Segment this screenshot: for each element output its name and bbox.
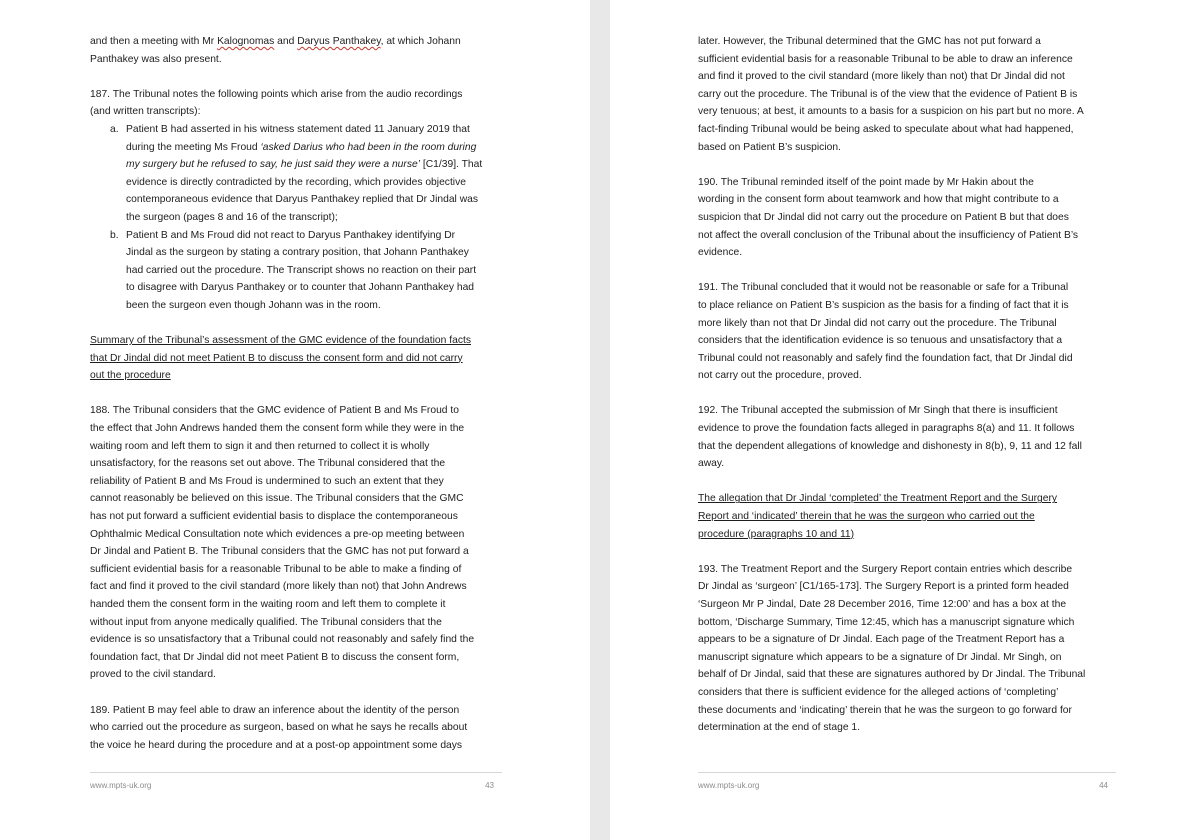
text-line: to place reliance on Patient B’s suspicion as the basis for a finding of fact that it is [698,299,1069,311]
page-number: 44 [1099,781,1108,790]
text-line: 191. The Tribunal concluded that it would not be reasonable or safe for a Tribunal [698,282,1069,294]
spellcheck-flagged-word[interactable]: Kalognomas [217,36,275,47]
section-heading-summary [90,332,502,385]
section-heading-allegation [698,490,1110,543]
text-line: and find it proved to the civil standard (more likely than not) that Dr Jindal did not [698,71,1065,83]
text-line: these documents and ‘indicating’ therein that he was the surgeon to go forward for [698,704,1072,716]
document-page-44 [610,0,1200,840]
text-line: foundation fact, that Dr Jindal did not meet Patient B to discuss the consent form, [90,651,460,663]
text-line: fact-finding Tribunal would be being asked to speculate about what had happened, [698,123,1074,135]
text-line: Jindal as the surgeon by stating a contrary position, that Johann Panthakey [126,247,469,259]
heading-line: The allegation that Dr Jindal ‘completed’ the Treatment Report and the Surgery [698,493,1058,505]
paragraph-189 [90,702,502,755]
italic-quote: ‘asked Darius who had been in the room during [260,141,477,153]
footer-url: www.mpts-uk.org [90,781,152,790]
footer-url: www.mpts-uk.org [698,781,760,790]
text-line: 187. The Tribunal notes the following points which arise from the audio recordings [90,88,463,100]
text-line: waiting room and left them to sign it and then returned to collect it is wholly [90,440,430,452]
list-item-b [90,227,502,315]
text-line: 190. The Tribunal reminded itself of the point made by Mr Hakin about the [698,176,1034,188]
spellcheck-flagged-word[interactable]: Daryus Panthakey [297,36,381,47]
text-line: Dr Jindal as ‘surgeon’ [C1/165-173]. The Surgery Report is a printed form headed [698,581,1069,593]
text-line: Patient B and Ms Froud did not react to Daryus Panthakey identifying Dr [126,229,456,241]
text-run: , at which Johann [380,36,461,47]
page-footer [90,772,502,793]
text-line: Tribunal could not reasonably and safely find the foundation fact, that Dr Jindal did [698,352,1073,364]
text-line: determination at the end of stage 1. [698,722,861,734]
list-marker: b. [110,229,119,241]
text-line: the effect that John Andrews handed them the consent form while they were in the [90,423,465,435]
text-line: 189. Patient B may feel able to draw an inference about the identity of the person [90,704,460,716]
text-line: appears to be a signature of Dr Jindal. Each page of the Treatment Report has a [698,634,1065,646]
text-line: considers that the identification evidence is so tenuous and unsatisfactory that a [698,335,1063,347]
text-line: Patient B had asserted in his witness statement dated 11 January 2019 that [126,123,470,135]
text-line: contemporaneous evidence that Daryus Panthakey replied that Dr Jindal was [126,194,479,206]
text-line: evidence. [698,247,743,259]
text-line: evidence is so unsatisfactory that a Tribunal could not reasonably and safely find the [90,634,475,646]
paragraph-192 [698,402,1110,472]
text-line: the voice he heard during the procedure and at a post-op appointment some days [90,739,463,751]
heading-line: that Dr Jindal did not meet Patient B to discuss the consent form and did not carry [90,352,463,364]
page-footer [698,772,1116,793]
text-line: sufficient evidential basis for a reasonable Tribunal to be able to make a finding of [90,563,462,575]
text-line: has not put forward a sufficient evidential basis to displace the contemporaneous [90,511,458,523]
text-line: more likely than not that Dr Jindal did not carry out the procedure. The Tribunal [698,317,1057,329]
paragraph-187-intro [90,86,502,121]
text-line: away. [698,458,725,470]
page-number: 43 [485,781,494,790]
text-run: Panthakey was also present. [90,53,222,65]
paragraph-187-list [90,121,502,315]
text-line: behalf of Dr Jindal, said that these are signatures authored by Dr Jindal. The Tribunal [698,669,1086,681]
text-line: to disagree with Daryus Panthakey or to counter that Johann Panthakey had [126,282,475,294]
text-line: manuscript signature which appears to be a signature of Dr Jindal. Mr Singh, on [698,651,1062,663]
text-line: evidence is directly contradicted by the recording, which provides objective [126,176,466,188]
text-line: proved to the civil standard. [90,669,216,681]
text-run: [C1/39]. That [420,159,483,171]
text-line: fact and find it proved to the civil standard (more likely than not) that John Andrews [90,581,467,593]
text-line: (and written transcripts): [90,106,201,118]
text-line: considers that there is sufficient evidence for the alleged actions of ‘completing’ [698,686,1059,698]
text-line: sufficient evidential basis for a reasonable Tribunal to be able to draw an inference [698,53,1073,65]
text-line: without input from anyone medically qualified. The Tribunal considers that the [90,616,442,628]
text-line: 192. The Tribunal accepted the submission of Mr Singh that there is insufficient [698,405,1058,417]
text-line: evidence to prove the foundation facts alleged in paragraphs 8(a) and 11. It follows [698,423,1075,435]
text-line: cannot reasonably be believed on this issue. The Tribunal considers that the GMC [90,493,464,505]
text-line: Ophthalmic Medical Consultation note which evidences a pre-op meeting between [90,528,465,540]
text-line: that the dependent allegations of knowledge and dishonesty in 8(b), 9, 11 and 12 fall [698,440,1082,452]
text-line: reliability of Patient B and Ms Froud is undermined to such an extent that they [90,475,444,487]
text-line: unsatisfactory, for the reasons set out above. The Tribunal considered that the [90,458,446,470]
page-gutter [590,0,610,840]
text-line: 188. The Tribunal considers that the GMC evidence of Patient B and Ms Froud to [90,405,459,417]
text-line: bottom, ‘Discharge Summary, Time 12:45, which has a manuscript signature which [698,616,1075,628]
text-line: 193. The Treatment Report and the Surgery Report contain entries which describe [698,563,1073,575]
paragraph-193 [698,561,1110,737]
text-line: wording in the consent form about teamwork and how that might contribute to a [698,194,1059,206]
page-44-text-column [698,33,1110,737]
text-line: handed them the consent form in the waiting room and left them to complete it [90,599,446,610]
text-line: carry out the procedure. The Tribunal is of the view that the evidence of Patient B is [698,88,1078,100]
text-run: and [274,36,298,47]
text-line: based on Patient B’s suspicion. [698,141,841,153]
paragraph-191 [698,279,1110,385]
paragraph-190 [698,174,1110,262]
text-line: Dr Jindal and Patient B. The Tribunal considers that the GMC has not put forward a [90,546,469,558]
document-page-43 [0,0,590,840]
text-line: had carried out the procedure. The Transcript shows no reaction on their part [126,264,477,276]
text-run: during the meeting Ms Froud [126,141,261,153]
heading-line: Report and ‘indicated’ therein that he was the surgeon who carried out the [698,511,1035,523]
text-line: the surgeon (pages 8 and 16 of the transcript); [126,211,338,223]
text-line: suspicion that Dr Jindal did not carry out the procedure on Patient B but that does [698,211,1069,223]
heading-line: out the procedure [90,370,171,382]
text-line: who carried out the procedure as surgeon, based on what he says he recalls about [90,722,468,734]
paragraph-188 [90,402,502,684]
text-line: been the surgeon even though Johann was in the room. [126,299,381,311]
text-line: not carry out the procedure, proved. [698,370,862,382]
heading-line: Summary of the Tribunal’s assessment of the GMC evidence of the foundation facts [90,335,471,347]
heading-line: procedure (paragraphs 10 and 11) [698,528,855,540]
text-run: and then a meeting with Mr [90,36,218,47]
list-item-a [90,121,502,227]
continuation-paragraph [90,33,502,68]
page-43-text-column [90,33,502,754]
text-line: ‘Surgeon Mr P Jindal, Date 28 December 2016, Time 12:00’ and has a box at the [698,599,1067,610]
list-marker: a. [110,123,119,135]
italic-quote: my surgery but he refused to say, he just said they were a nurse’ [126,159,420,171]
text-line: very tenuous; at best, it amounts to a basis for a suspicion on his part but no more. A [698,106,1084,118]
paragraph-189-continued [698,33,1110,156]
text-line: later. However, the Tribunal determined that the GMC has not put forward a [698,36,1041,47]
text-line: not affect the overall conclusion of the Tribunal about the insufficiency of Patient B’s [698,229,1079,241]
